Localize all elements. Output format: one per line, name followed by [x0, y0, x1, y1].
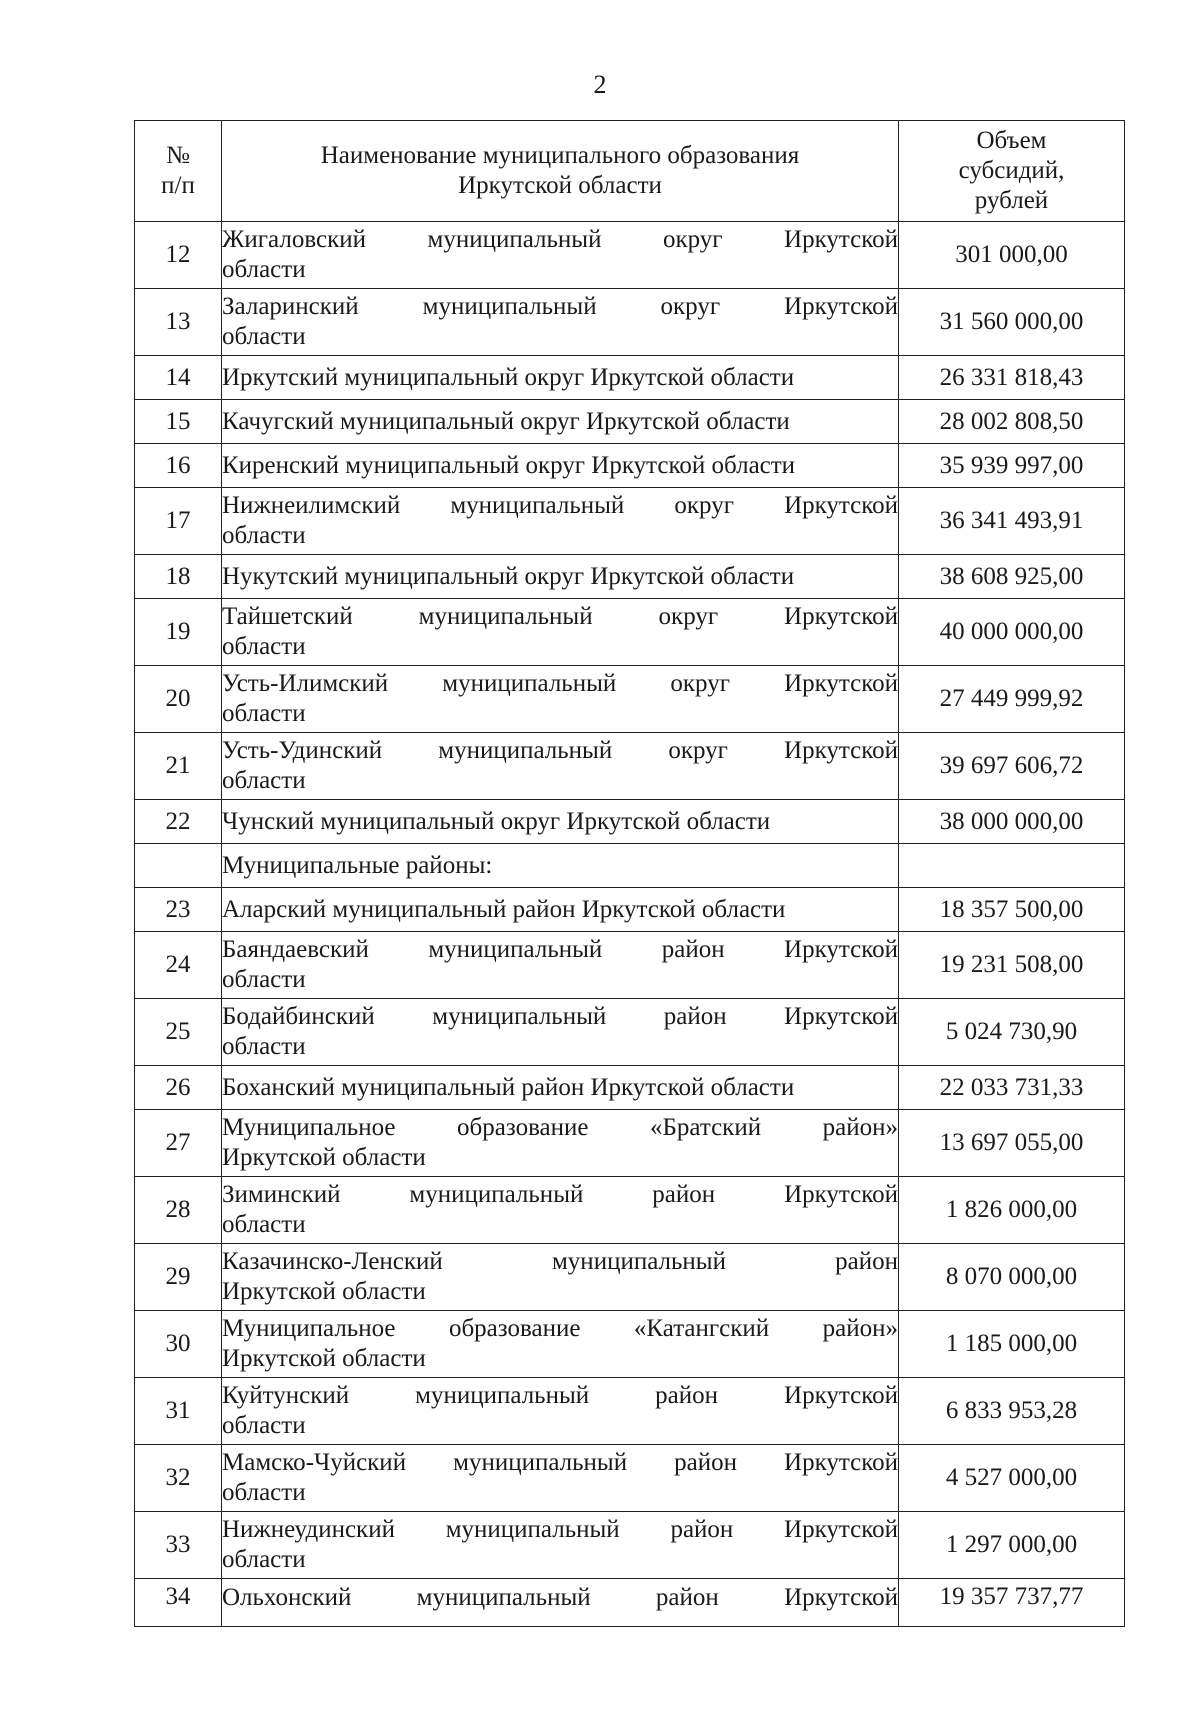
municipality-name — [222, 1311, 899, 1378]
table-row — [135, 1378, 1125, 1445]
subsidy-amount: 27 449 999,92 — [899, 666, 1125, 733]
municipality-name: Иркутский муниципальный округ Иркутской области — [222, 356, 899, 400]
page-number: 2 — [593, 70, 607, 99]
subsidy-amount: 19 357 737,77 — [899, 1579, 1125, 1627]
subsidy-amount: 1 826 000,00 — [899, 1177, 1125, 1244]
municipality-name — [222, 999, 899, 1066]
row-number: 13 — [135, 289, 222, 356]
municipality-name-line1: Жигаловский муниципальный округ Иркутской — [222, 226, 898, 253]
subsidy-amount: 40 000 000,00 — [899, 599, 1125, 666]
municipality-name-line2: области — [222, 767, 306, 794]
subsidy-amount — [899, 844, 1125, 888]
subsidy-amount: 1 297 000,00 — [899, 1512, 1125, 1579]
table-row — [135, 488, 1125, 555]
municipality-name-line2: области — [222, 966, 306, 993]
municipality-name-line2: Иркутской области — [222, 1278, 426, 1305]
municipality-name-line1: Нижнеилимский муниципальный округ Иркутской — [222, 492, 898, 519]
table-row — [135, 932, 1125, 999]
table-row — [135, 289, 1125, 356]
header-sum-line2: субсидий, — [958, 157, 1065, 184]
subsidy-amount: 36 341 493,91 — [899, 488, 1125, 555]
row-number: 14 — [135, 356, 222, 400]
table-row — [135, 356, 1125, 400]
row-number — [135, 844, 222, 888]
subsidy-amount: 5 024 730,90 — [899, 999, 1125, 1066]
municipality-name — [222, 1110, 899, 1177]
row-number: 18 — [135, 555, 222, 599]
subsidy-amount: 35 939 997,00 — [899, 444, 1125, 488]
row-number: 25 — [135, 999, 222, 1066]
municipality-name — [222, 666, 899, 733]
municipality-name-line2: Иркутской области — [222, 1144, 426, 1171]
municipality-name: Боханский муниципальный район Иркутской области — [222, 1066, 899, 1110]
subsidy-amount: 18 357 500,00 — [899, 888, 1125, 932]
subsidy-amount: 26 331 818,43 — [899, 356, 1125, 400]
row-number: 17 — [135, 488, 222, 555]
row-number: 30 — [135, 1311, 222, 1378]
table-row — [135, 1066, 1125, 1110]
subsidy-amount: 301 000,00 — [899, 222, 1125, 289]
table-row — [135, 999, 1125, 1066]
table-row — [135, 1110, 1125, 1177]
header-name-line2: Иркутской области — [458, 172, 662, 199]
municipality-name-line2: области — [222, 1412, 306, 1439]
row-number: 21 — [135, 733, 222, 800]
municipality-name — [222, 1579, 899, 1627]
header-sum — [899, 121, 1125, 222]
subsidy-amount: 13 697 055,00 — [899, 1110, 1125, 1177]
header-number-line2: п/п — [161, 172, 195, 199]
table-row — [135, 599, 1125, 666]
row-number: 28 — [135, 1177, 222, 1244]
municipality-name-line1: Тайшетский муниципальный округ Иркутской — [222, 603, 898, 630]
municipality-name: Нукутский муниципальный округ Иркутской области — [222, 555, 899, 599]
table-row — [135, 1177, 1125, 1244]
municipality-name: Качугский муниципальный округ Иркутской области — [222, 400, 899, 444]
table-header — [135, 121, 1125, 222]
table-row — [135, 444, 1125, 488]
header-sum-line1: Объем — [976, 127, 1047, 154]
municipality-name — [222, 932, 899, 999]
table-row — [135, 1512, 1125, 1579]
table-row — [135, 1311, 1125, 1378]
municipality-name-line2: области — [222, 1479, 306, 1506]
subsidy-amount: 22 033 731,33 — [899, 1066, 1125, 1110]
row-number: 26 — [135, 1066, 222, 1110]
row-number: 29 — [135, 1244, 222, 1311]
table-row — [135, 1579, 1125, 1627]
subsidy-amount: 19 231 508,00 — [899, 932, 1125, 999]
table-row — [135, 800, 1125, 844]
row-number: 19 — [135, 599, 222, 666]
row-number: 34 — [135, 1579, 222, 1627]
table-row — [135, 844, 1125, 888]
municipality-name-line1: Бодайбинский муниципальный район Иркутской — [222, 1003, 898, 1030]
row-number: 15 — [135, 400, 222, 444]
subsidy-amount: 1 185 000,00 — [899, 1311, 1125, 1378]
municipality-name-line2: области — [222, 1033, 306, 1060]
header-number — [135, 121, 222, 222]
municipality-name-line2: области — [222, 256, 306, 283]
table-row — [135, 733, 1125, 800]
municipality-name: Киренский муниципальный округ Иркутской области — [222, 444, 899, 488]
municipality-name-line1: Мамско-Чуйский муниципальный район Иркутской — [222, 1449, 898, 1476]
municipality-name-line2: области — [222, 633, 306, 660]
header-sum-line3: рублей — [974, 187, 1049, 214]
municipality-name-line2: области — [222, 522, 306, 549]
table-row — [135, 555, 1125, 599]
municipality-name-line1: Казачинско-Ленский муниципальный район — [222, 1248, 898, 1275]
municipality-name-line1: Муниципальное образование «Катангский район» — [222, 1315, 898, 1342]
row-number: 23 — [135, 888, 222, 932]
municipality-name-line2: области — [222, 1546, 306, 1573]
subsidy-amount: 28 002 808,50 — [899, 400, 1125, 444]
row-number: 31 — [135, 1378, 222, 1445]
subsidy-amount: 39 697 606,72 — [899, 733, 1125, 800]
municipality-name-line1: Ольхонский муниципальный район Иркутской — [222, 1584, 898, 1611]
row-number: 20 — [135, 666, 222, 733]
municipality-name — [222, 289, 899, 356]
municipality-name-line1: Зиминский муниципальный район Иркутской — [222, 1181, 898, 1208]
municipality-name — [222, 488, 899, 555]
table-row — [135, 666, 1125, 733]
row-number: 12 — [135, 222, 222, 289]
table-row — [135, 1244, 1125, 1311]
subsidy-amount: 31 560 000,00 — [899, 289, 1125, 356]
table-row — [135, 400, 1125, 444]
municipality-name-line2: области — [222, 323, 306, 350]
header-number-line1: № — [166, 142, 190, 169]
section-heading: Муниципальные районы: — [222, 844, 899, 888]
municipality-name — [222, 222, 899, 289]
row-number: 33 — [135, 1512, 222, 1579]
municipality-name-line2: области — [222, 700, 306, 727]
municipality-name-line2: области — [222, 1211, 306, 1238]
table-body — [135, 222, 1125, 1627]
subsidy-amount: 38 000 000,00 — [899, 800, 1125, 844]
municipality-name — [222, 599, 899, 666]
row-number: 27 — [135, 1110, 222, 1177]
row-number: 32 — [135, 1445, 222, 1512]
municipality-name-line1: Куйтунский муниципальный район Иркутской — [222, 1382, 898, 1409]
municipality-name — [222, 1244, 899, 1311]
municipality-name-line1: Баяндаевский муниципальный район Иркутской — [222, 936, 898, 963]
municipality-name-line1: Усть-Удинский муниципальный округ Иркутской — [222, 737, 898, 764]
municipality-name-line1: Заларинский муниципальный округ Иркутской — [222, 293, 898, 320]
header-name — [222, 121, 899, 222]
subsidy-amount: 38 608 925,00 — [899, 555, 1125, 599]
table-row — [135, 222, 1125, 289]
municipality-name — [222, 1177, 899, 1244]
row-number: 22 — [135, 800, 222, 844]
subsidy-table — [134, 120, 1125, 1627]
municipality-name — [222, 1445, 899, 1512]
subsidy-amount: 6 833 953,28 — [899, 1378, 1125, 1445]
municipality-name — [222, 1512, 899, 1579]
row-number: 16 — [135, 444, 222, 488]
header-name-line1: Наименование муниципального образования — [320, 142, 800, 169]
municipality-name: Аларский муниципальный район Иркутской области — [222, 888, 899, 932]
table-row — [135, 888, 1125, 932]
municipality-name-line2: Иркутской области — [222, 1345, 426, 1372]
municipality-name-line1: Усть-Илимский муниципальный округ Иркутской — [222, 670, 898, 697]
municipality-name — [222, 733, 899, 800]
row-number: 24 — [135, 932, 222, 999]
subsidy-amount: 4 527 000,00 — [899, 1445, 1125, 1512]
municipality-name-line1: Нижнеудинский муниципальный район Иркутской — [222, 1516, 898, 1543]
subsidy-amount: 8 070 000,00 — [899, 1244, 1125, 1311]
municipality-name-line1: Муниципальное образование «Братский район» — [222, 1114, 898, 1141]
header-row — [135, 121, 1125, 222]
municipality-name — [222, 1378, 899, 1445]
municipality-name: Чунский муниципальный округ Иркутской области — [222, 800, 899, 844]
table-row — [135, 1445, 1125, 1512]
